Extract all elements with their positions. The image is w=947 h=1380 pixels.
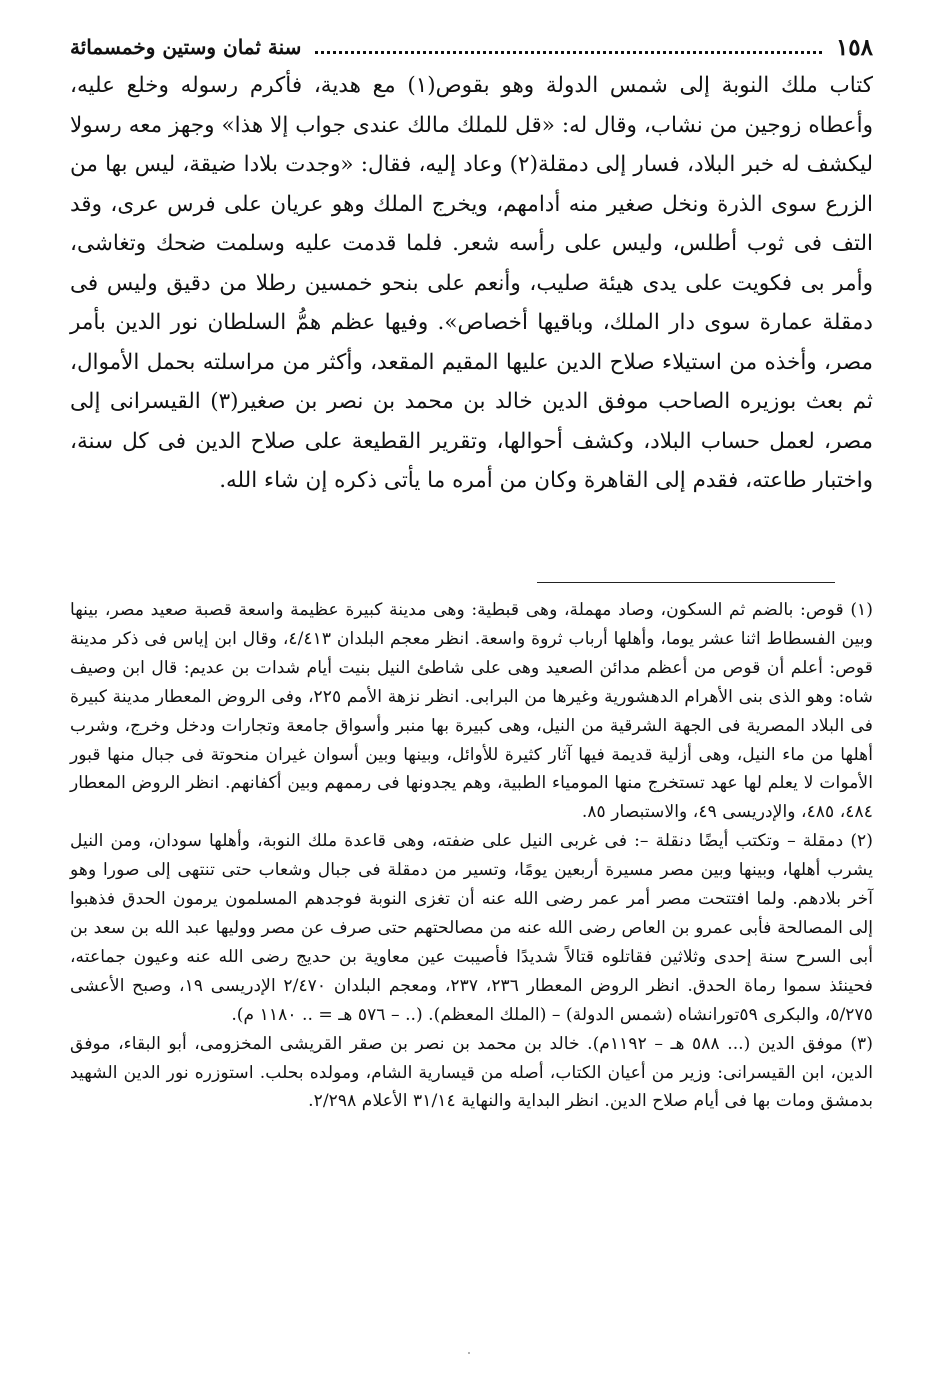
footnote-separator <box>537 582 835 583</box>
main-text-block <box>70 66 873 501</box>
footnote-1: (١) قوص: بالضم ثم السكون، وصاد مهملة، وهى قبطية: وهى مدينة كبيرة عظيمة واسعة قصبة صعيد مصر، بينها وبين الفسطاط اثنا عشر يوما، وأهلها أرباب ثروة واسعة. انظر معجم البلدان ٤/٤١٣، وقال ابن إياس فى ذكر مدينة قوص: أعلم أن قوص من أعظم مدائن الصعيد وهى على شاطئ النيل بنيت أيام شدات بن عديم: قال ابن وصيف شاه: وهو الذى بنى الأهرام الدهشورية وغيرها من البرابى. انظر نزهة الأمم ٢٢٥، وفى الروض المعطار مدينة كبيرة فى البلاد المصرية فى الجهة الشرقية من النيل، وهى كبيرة بها منبر وأسواق جامعة وتجارات ودخل وخرج، وشرب أهلها من ماء النيل، وهى أزلية قديمة فيها آثار كثيرة للأوائل، وبينها وبين أسوان غيران منحوتة فى جبال منها قبور الأموات لا يعلم لها عهد تستخرج منها المومياء الطبية، وهم يجدونها فى رممهم وبين أكفانهم. انظر الروض المعطار ٤٨٤، ٤٨٥، والإدريسى ٤٩، والاستبصار ٨٥. <box>70 600 874 823</box>
footnote-3: (٣) موفق الدين (... ٥٨٨ هـ – ١١٩٢م). خالد بن محمد بن نصر بن صقر القريشى المخزومى، أبو البقاء، موفق الدين، ابن القيسرانى: وزير من أعيان الكتاب، أصله من قيسارية الشام، ومولده بحلب. استوزره نور الدين الشهيد بدمشق ومات بها فى أيام صلاح الدين. انظر البداية والنهاية ٣١/١٤ الأعلام ٢/٢٩٨. <box>70 1033 873 1112</box>
scan-speck <box>468 1352 470 1354</box>
main-paragraph: كتاب ملك النوبة إلى شمس الدولة وهو بقوص(١) مع هدية، فأكرم رسوله وخلع عليه، وأعطاه زوجين من نشاب، وقال له: «قل للملك مالك عندى جواب إلا هذا» وجهز معه رسولا ليكشف له خبر البلاد، فسار إلى دمقلة(٢) وعاد إليه، فقال: «وجدت بلادا ضيقة، ليس بها من الزرع سوى الذرة ونخل صغير منه أدامهم، ويخرج الملك وهو عريان على فرس عرى، وقد التف فى ثوب أطلس، وليس على رأسه شعر. فلما قدمت عليه وسلمت ضحك وتغاشى، وأمر بى فكويت على يدى هيئة صليب، وأنعم على بنحو خمسين رطلا من دقيق وليس فى دمقلة عمارة سوى دار الملك، وباقيها أخصاص». وفيها عظم همُّ السلطان نور الدين بأمر مصر، وأخذه من استيلاء صلاح الدين عليها المقيم المقعد، وأكثر من مراسلته بحمل الأموال، ثم بعث بوزيره الصاحب موفق الدين خالد بن محمد بن نصر بن صغير(٣) القيسرانى إلى مصر، لعمل حساب البلاد، وكشف أحوالها، وتقرير القطيعة على صلاح الدين فى كل سنة، واختبار طاعته، فقدم إلى القاهرة وكان من أمره ما يأتى ذكره إن شاء الله. <box>70 73 873 493</box>
page-number: ١٥٨ <box>835 33 873 61</box>
page-header <box>70 30 873 64</box>
header-dot-leader <box>315 41 822 54</box>
running-title: سنة ثمان وستين وخمسمائة <box>70 35 302 59</box>
footnote-2: (٢) دمقلة – وتكتب أيضًا دنقلة –: فى غربى النيل على ضفته، وهى قاعدة ملك النوبة، وأهلها سودان، ومن النيل يشرب أهلها، وبينها وبين مصر مسيرة أربعين يومًا، وتسير من دمقلة فى جبال وشعاب حتى تنتهى إلى صورا وهو آخر بلادهم. ولما افتتحت مصر أمر عمر رضى الله عنه أن تغزى النوبة فوجدهم المسلمون يرمون الحدق فذهبوا إلى المصالحة فأبى عمرو بن العاص رضى الله عنه من مصالحتهم حتى صرف عن مصر ووليها عبد الله بن سعد بن أبى السرح سنة إحدى وثلاثين فقاتلوه قتالاً شديدًا فأصيبت عين معاوية بن حديج رضى الله عنه وعيون جماعته، فحينئذ سموا رماة الحدق. انظر الروض المعطار ٢٣٦، ٢٣٧، ومعجم البلدان ٢/٤٧٠ الإدريسى ١٩، وصبح الأعشى ٥/٢٧٥، والبكرى ٥٩تورانشاه (شمس الدولة) – (الملك المعظم). (.. – ٥٧٦ هـ = .. ١١٨٠ م). <box>70 831 873 1025</box>
footnotes <box>70 596 873 1116</box>
